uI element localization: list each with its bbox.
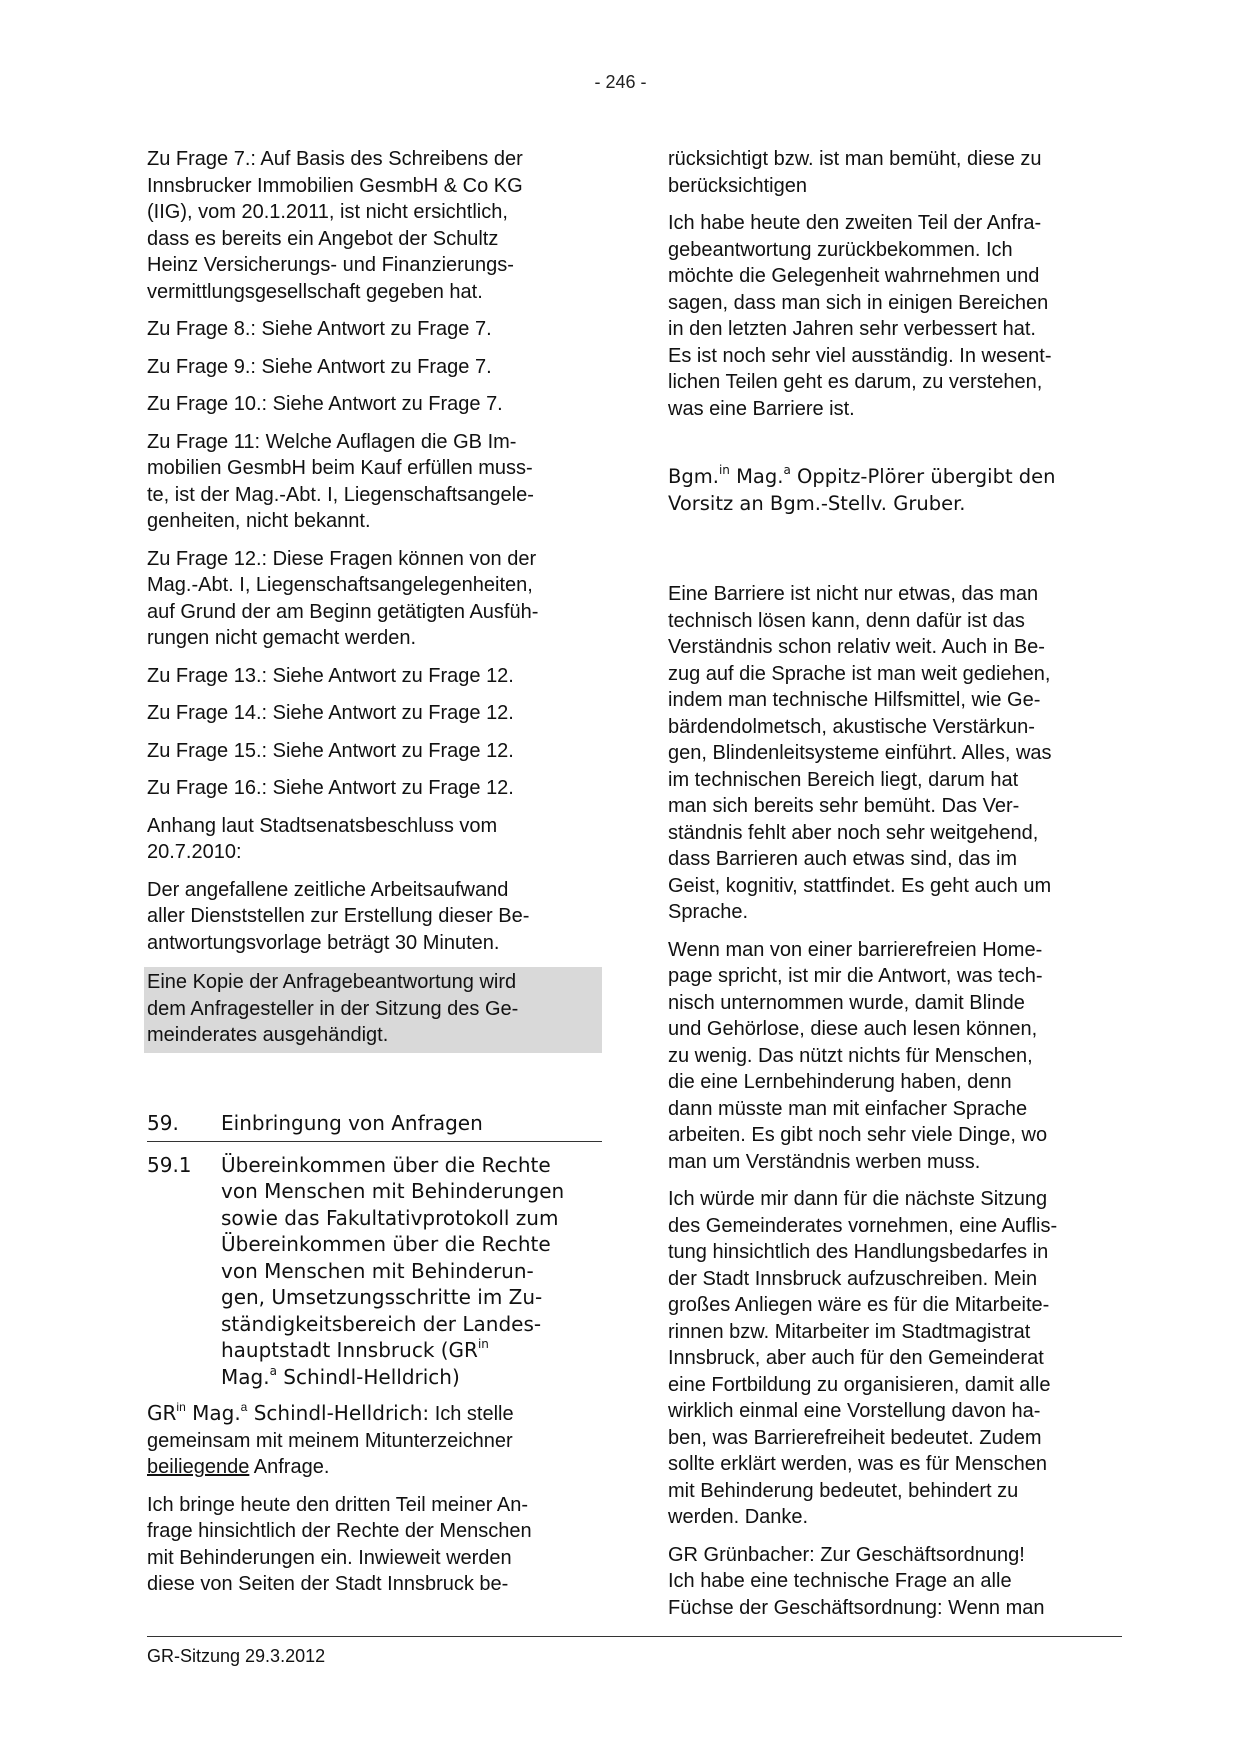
paragraph: Ich habe heute den zweiten Teil der Anfra- gebeantwortung zurückbekommen. Ich möchte die Gelegenheit wahrnehmen und sagen, dass man sich in einigen Bereichen in den letzten Jahren sehr verbessert hat. Es ist noch sehr viel ausständig. In wesent- lichen Teilen geht es darum, zu verstehen, was eine Barriere ist. [668, 212, 1052, 420]
paragraph: Eine Barriere ist nicht nur etwas, das man technisch lösen kann, denn dafür ist das Verständnis schon relativ weit. Auch in Be- zug auf die Sprache ist man weit gediehen, indem man technische Hilfsmittel, wie Ge- bärdendolmetsch, akustische Verstärkun- gen, Blindenleitsysteme einführt. Alles, was im technischen Bereich liegt, darum hat man sich bereits sehr bemüht. Das Ver- ständnis fehlt aber noch sehr weitgehend, dass Barrieren auch etwas sind, das im Geist, kognitiv, stattfindet. Es geht auch um Sprache. [668, 583, 1052, 923]
left-column [147, 146, 602, 1609]
section-heading [147, 1111, 602, 1142]
speech-text: Ich stelle gemeinsam mit meinem Mitunterzeichner [147, 1403, 514, 1452]
speaker-mag: Mag. [185, 1401, 241, 1425]
handover-bgm: Bgm. [668, 465, 719, 488]
section-number: 59. [147, 1110, 179, 1135]
superscript: a [240, 1400, 248, 1414]
speech-text: Anfrage. [249, 1456, 330, 1478]
paragraph: Zu Frage 12.: Diese Fragen können von der Mag.-Abt. I, Liegenschaftsangelegenheiten, auf Grund der am Beginn getätigten Ausfüh- rungen nicht gemacht werden. [147, 547, 539, 649]
chair-handover-note [668, 464, 1128, 517]
speech-paragraph [147, 1400, 602, 1481]
subsection-number: 59.1 [147, 1152, 192, 1177]
paragraph: Zu Frage 11: Welche Auflagen die GB Im- mobilien GesmbH beim Kauf erfüllen muss- te, ist der Mag.-Abt. I, Liegenschaftsangele- genheiten, nicht bekannt. [147, 430, 534, 532]
paragraph: Zu Frage 9.: Siehe Antwort zu Frage 7. [147, 355, 492, 378]
paragraph: GR Grünbacher: Zur Geschäftsordnung! Ich habe eine technische Frage an alle Füchse der Geschäftsordnung: Wenn man [668, 1543, 1045, 1619]
paragraph: Zu Frage 13.: Siehe Antwort zu Frage 12. [147, 664, 514, 687]
speaker-name: Schindl-Helldrich: [247, 1401, 430, 1425]
section-title: Einbringung von Anfragen [221, 1110, 483, 1135]
superscript: a [269, 1363, 277, 1378]
subsection-item [147, 1152, 602, 1391]
shaded-note: Eine Kopie der Anfragebeantwortung wird dem Anfragesteller in der Sitzung des Ge- meinderates ausgehändigt. [144, 967, 602, 1053]
right-column [668, 146, 1128, 1632]
paragraph: Zu Frage 8.: Siehe Antwort zu Frage 7. [147, 318, 492, 340]
paragraph: Zu Frage 10.: Siehe Antwort zu Frage 7. [147, 393, 503, 415]
superscript: a [783, 463, 791, 477]
subsection-text-b: Mag. [221, 1364, 270, 1389]
paragraph: Zu Frage 7.: Auf Basis des Schreibens der Innsbrucker Immobilien GesmbH & Co KG (IIG), vom 20.1.2011, ist nicht ersichtlich, dass es bereits ein Angebot der Schultz Heinz Versicherungs- und Finanzierungs- vermittlungsgesellschaft gegeben hat. [147, 148, 523, 303]
paragraph: Zu Frage 16.: Siehe Antwort zu Frage 12. [147, 777, 514, 799]
superscript: in [718, 463, 730, 477]
footer-divider [147, 1636, 1122, 1637]
handover-text: Oppitz-Plörer übergibt den Vorsitz an Bgm.-Stellv. Gruber. [668, 465, 1056, 515]
paragraph: rücksichtigt bzw. ist man bemüht, diese zu berücksichtigen [668, 148, 1042, 197]
handover-mag: Mag. [729, 465, 784, 488]
subsection-title [221, 1152, 564, 1391]
paragraph: Zu Frage 14.: Siehe Antwort zu Frage 12. [147, 702, 514, 724]
subsection-text-a: Übereinkommen über die Rechte von Menschen mit Behinderungen sowie das Fakultativprotokoll zum Übereinkommen über die Rechte von Menschen mit Behinderun- gen, Umsetzungsschritte im Zu- ständigkeitsbereich der Landes- hauptstadt Innsbruck (GR [221, 1152, 565, 1362]
paragraph: Anhang laut Stadtsenatsbeschluss vom 20.7.2010: [147, 814, 498, 863]
page-number: - 246 - [594, 72, 647, 92]
paragraph: Ich würde mir dann für die nächste Sitzung des Gemeinderates vornehmen, eine Auflis- tung hinsichtlich des Handlungsbedarfes in der Stadt Innsbruck aufzuschreiben. Mein großes Anliegen wäre es für die Mitarbeite- rinnen bzw. Mitarbeiter im Stadtmagistrat Innsbruck, aber auch für den Gemeinderat eine Fortbildung zu organisieren, damit alle wirklich einmal eine Vorstellung davon ha- ben, was Barrierefreiheit bedeutet. Zudem sollte erklärt werden, was es für Menschen mit Behinderung bedeutet, behindert zu werden. Danke. [668, 1188, 1058, 1528]
subsection-text-c: Schindl-Helldrich) [276, 1364, 460, 1389]
superscript: in [176, 1400, 186, 1414]
paragraph: Der angefallene zeitliche Arbeitsaufwand aller Dienststellen zur Erstellung dieser Be- antwortungsvorlage beträgt 30 Minuten. [147, 878, 530, 954]
speaker-gr: GR [147, 1401, 177, 1425]
underlined-word: beiliegende [147, 1456, 250, 1478]
paragraph: Zu Frage 15.: Siehe Antwort zu Frage 12. [147, 739, 514, 762]
paragraph: Ich bringe heute den dritten Teil meiner An- frage hinsichtlich der Rechte der Menschen mit Behinderungen ein. Inwieweit werden diese von Seiten der Stadt Innsbruck be- [147, 1493, 532, 1595]
paragraph: Wenn man von einer barrierefreien Home- page spricht, ist mir die Antwort, was tech- nisch unternommen wurde, damit Blinde und Gehörlose, diese auch lesen können, zu wenig. Das nützt nichts für Menschen, die eine Lernbehinderung haben, denn dann müsste man mit einfacher Sprache arbeiten. Es gibt noch sehr viele Dinge, wo man um Verständnis werben muss. [668, 938, 1048, 1173]
footer-text: GR-Sitzung 29.3.2012 [147, 1646, 326, 1666]
superscript: in [477, 1337, 489, 1351]
